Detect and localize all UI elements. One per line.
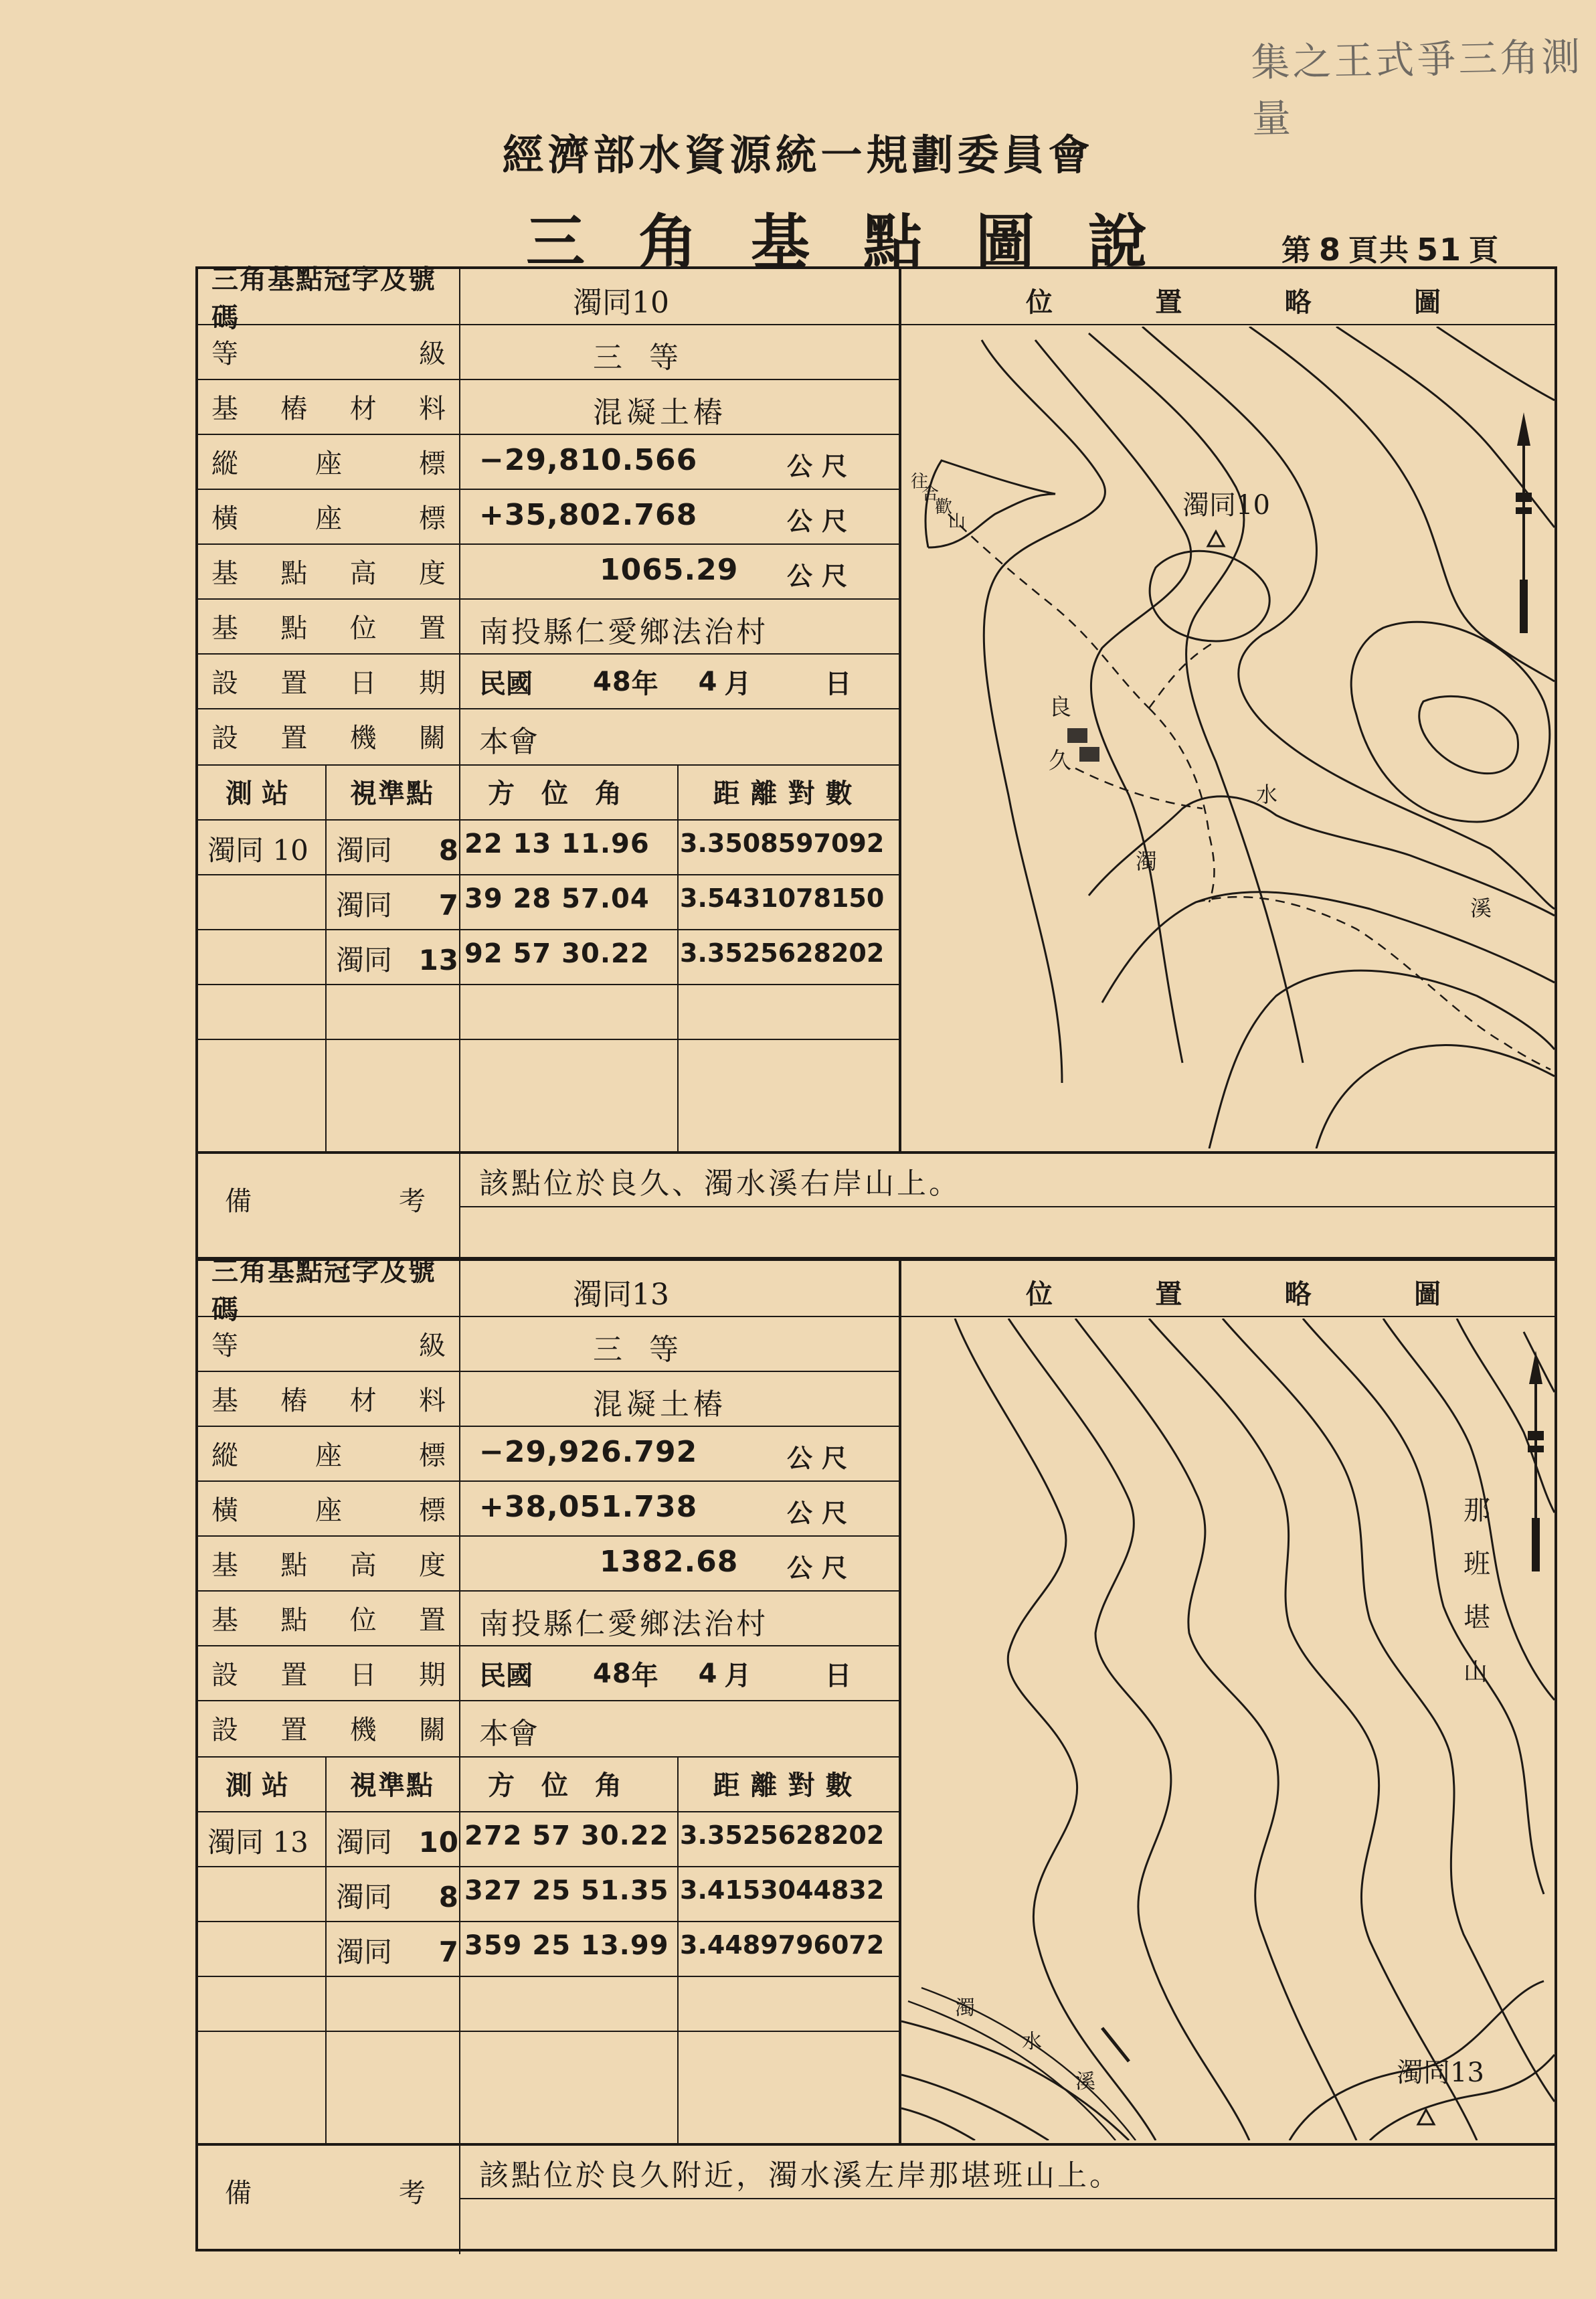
station-value: 濁同 10 [207, 834, 308, 867]
organization-name: 經濟部水資源統一規劃委員會 [502, 131, 1094, 179]
observation-azimuth: 327 25 51.35 [464, 1875, 669, 1906]
map-trail-label: 歡 [935, 497, 953, 517]
label-target: 視準點 [350, 778, 434, 809]
map-title: 位 置 略 圖 [1026, 1278, 1441, 1310]
map-river-label: 濁 [955, 1996, 975, 2020]
observation-log-distance: 3.4489796072 [680, 1930, 885, 1960]
label-name-code: 三角基點冠字及號碼 [211, 1256, 436, 1325]
label-remarks: 備 考 [225, 2177, 426, 2209]
label-elevation: 基 點 高 度 [211, 558, 446, 589]
label-grade: 等 級 [211, 338, 446, 369]
elevation-value: 1065.29 [600, 553, 739, 587]
label-log-distance: 距離對數 [713, 778, 863, 809]
point-name-value: 濁同10 [573, 286, 669, 320]
observation-azimuth: 22 13 11.96 [464, 829, 650, 859]
map-river-label: 溪 [1470, 896, 1492, 921]
label-east-coord: 橫 座 標 [211, 503, 446, 534]
label-log-distance: 距離對數 [713, 1770, 863, 1801]
observation-target: 濁同 7 [336, 1936, 460, 1968]
north-arrow-icon [1516, 412, 1532, 633]
material-value: 混凝土樁 [593, 396, 727, 430]
survey-sheet-1 [195, 266, 1557, 1260]
material-value: 混凝土樁 [593, 1387, 727, 1422]
label-elevation: 基 點 高 度 [211, 1549, 446, 1581]
map-mountain-label: 那 [1464, 1495, 1490, 1526]
location-value: 南投縣仁愛鄉法治村 [479, 615, 768, 649]
label-azimuth: 方位角 [488, 1770, 648, 1801]
label-location: 基 點 位 置 [211, 612, 446, 644]
north-coord-value: −29,926.792 [479, 1435, 698, 1469]
observation-azimuth: 359 25 13.99 [464, 1930, 669, 1961]
map-mountain-label: 班 [1464, 1549, 1490, 1580]
elevation-value: 1382.68 [600, 1545, 739, 1579]
label-target: 視準點 [350, 1770, 434, 1801]
map-river-label: 水 [1022, 2030, 1042, 2053]
observation-log-distance: 3.3508597092 [680, 829, 885, 858]
label-north-coord: 縱 座 標 [211, 448, 446, 479]
point-name-value: 濁同13 [573, 1278, 669, 1312]
location-value: 南投縣仁愛鄉法治村 [479, 1607, 768, 1641]
location-map [901, 1318, 1555, 2140]
map-village-label: 良 [1049, 694, 1071, 721]
label-east-coord: 橫 座 標 [211, 1495, 446, 1526]
map-river-label: 溪 [1075, 2070, 1095, 2094]
map-title: 位 置 略 圖 [1026, 286, 1441, 318]
village-block-icon [1067, 728, 1099, 762]
label-date: 設 置 日 期 [211, 1659, 446, 1691]
observation-target: 濁同 10 [336, 1826, 460, 1859]
map-point-label: 濁同10 [1182, 490, 1270, 521]
label-azimuth: 方位角 [488, 778, 648, 809]
observation-log-distance: 3.3525628202 [680, 938, 885, 968]
observation-azimuth: 39 28 57.04 [464, 883, 650, 914]
north-unit: 公尺 [787, 1443, 857, 1473]
east-unit: 公尺 [787, 1498, 857, 1528]
observation-target: 濁同 13 [336, 944, 460, 976]
label-remarks: 備 考 [225, 1185, 426, 1217]
east-coord-value: +38,051.738 [479, 1490, 698, 1524]
map-village-label: 久 [1049, 748, 1071, 774]
handwritten-note: 集之王式爭三角測量 [1250, 33, 1583, 142]
page-title: 三角基點圖說 [525, 207, 1201, 276]
map-mountain-label: 堪 [1464, 1602, 1490, 1633]
label-location: 基 點 位 置 [211, 1604, 446, 1636]
label-material: 基 樁 材 料 [211, 393, 446, 424]
observation-target: 濁同 7 [336, 889, 460, 922]
observation-log-distance: 3.4153044832 [680, 1875, 885, 1905]
map-river-label: 濁 [1136, 849, 1158, 874]
label-material: 基 樁 材 料 [211, 1385, 446, 1416]
map-trail-label: 往 [911, 472, 929, 492]
north-arrow-icon [1528, 1351, 1544, 1571]
north-unit: 公尺 [787, 451, 857, 481]
label-grade: 等 級 [211, 1330, 446, 1361]
label-north-coord: 縱 座 標 [211, 1440, 446, 1471]
map-trail-label: 山 [948, 512, 966, 532]
date-value: 民國 48 年 4 月 日 [479, 1658, 852, 1691]
north-coord-value: −29,810.566 [479, 443, 698, 477]
map-trail-label: 合 [921, 484, 940, 504]
remark-text: 該點位於良久附近，濁水溪左岸那堪班山上。 [479, 2158, 1122, 2193]
agency-value: 本會 [479, 1717, 538, 1751]
label-agency: 設 置 機 關 [211, 1714, 446, 1745]
triangulation-point-icon [1418, 2110, 1434, 2124]
remark-text: 該點位於良久、濁水溪右岸山上。 [479, 1167, 961, 1201]
map-point-label: 濁同13 [1397, 2057, 1484, 2088]
grade-value: 三等 [593, 1333, 705, 1367]
label-station: 測站 [226, 1770, 298, 1801]
observation-target: 濁同 8 [336, 834, 460, 867]
east-coord-value: +35,802.768 [479, 498, 698, 532]
observation-log-distance: 3.3525628202 [680, 1820, 885, 1850]
agency-value: 本會 [479, 725, 538, 759]
east-unit: 公尺 [787, 506, 857, 536]
label-date: 設 置 日 期 [211, 667, 446, 699]
station-value: 濁同 13 [207, 1826, 308, 1859]
triangulation-point-icon [1208, 531, 1224, 546]
survey-sheet-2 [195, 1258, 1557, 2251]
observation-azimuth: 272 57 30.22 [464, 1820, 669, 1851]
location-map [901, 327, 1555, 1148]
date-value: 民國 48 年 4 月 日 [479, 666, 852, 699]
observation-log-distance: 3.5431078150 [680, 883, 885, 913]
elevation-unit: 公尺 [787, 561, 857, 591]
grade-value: 三等 [593, 341, 705, 375]
map-river-label: 水 [1256, 782, 1278, 807]
elevation-unit: 公尺 [787, 1553, 857, 1583]
label-station: 測站 [226, 778, 298, 809]
observation-azimuth: 92 57 30.22 [464, 938, 650, 969]
observation-target: 濁同 8 [336, 1881, 460, 1913]
page-number-info: 第 8 頁共 51 頁 [1281, 232, 1500, 268]
label-agency: 設 置 機 關 [211, 722, 446, 754]
map-mountain-label: 山 [1464, 1658, 1488, 1686]
label-name-code: 三角基點冠字及號碼 [211, 264, 436, 333]
